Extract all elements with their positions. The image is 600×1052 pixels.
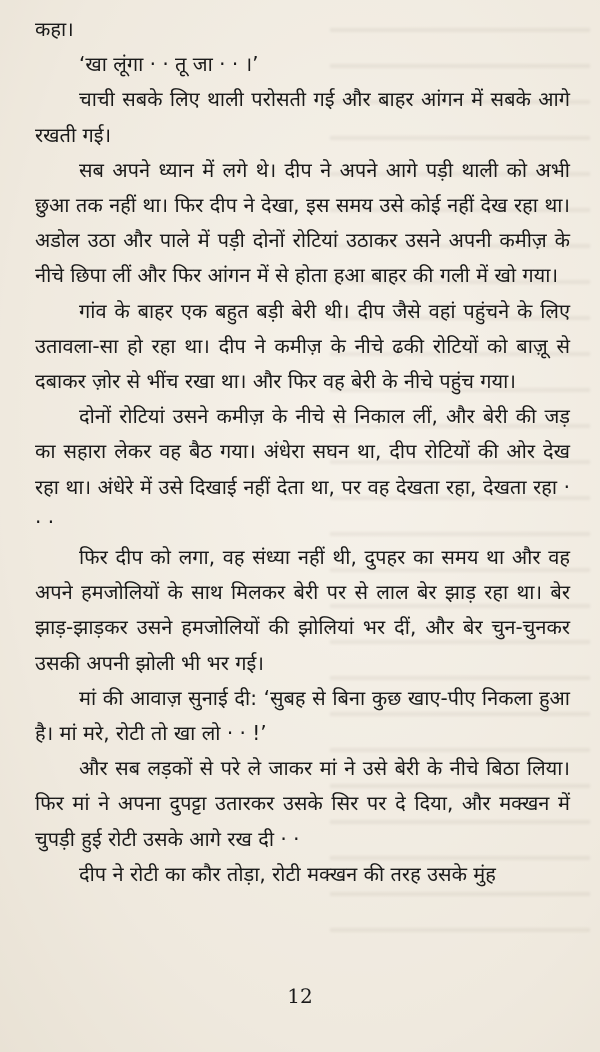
paragraph: मां की आवाज़ सुनाई दी: ‘सुबह से बिना कुछ खाए-पीए निकला हुआ है। मां मरे, रोटी तो खा लो · · !’ <box>35 685 570 746</box>
paragraph: चाची सबके लिए थाली परोसती गई और बाहर आंगन में सबके आगे रखती गई। <box>35 87 570 147</box>
paragraph: दीप ने रोटी का कौर तोड़ा, रोटी मक्खन की तरह उसके मुंह <box>79 861 496 886</box>
paragraph: दोनों रोटियां उसने कमीज़ के नीचे से निकाल लीं, और बेरी की जड़ का सहारा लेकर वह बैठ गया। अंधेरा सघन था, दीप रोटियों की ओर देख रहा था। अंधेरे में उसे दिखाई नहीं देता था, पर वह देखता रहा, देखता रहा · · · <box>35 404 570 534</box>
paragraph: और सब लड़कों से परे ले जाकर मां ने उसे बेरी के नीचे बिठा लिया। फिर मां ने अपना दुपट्टा उतारकर उसके सिर पर दे दिया, और मक्खन में चुपड़ी हुई रोटी उसके आगे रख दी · · <box>35 756 570 851</box>
paragraph: कहा। <box>35 17 74 41</box>
page-number: 12 <box>287 984 313 1008</box>
paragraph: सब अपने ध्यान में लगे थे। दीप ने अपने आगे पड़ी थाली को अभी छुआ तक नहीं था। फिर दीप ने देखा, इस समय उसे कोई नहीं देख रहा था। अडोल उठा और पाले में पड़ी दोनों रोटियां उठाकर उसने अपनी कमीज़ के नीचे छिपा लीं और फिर आंगन में से होता हआ बाहर की गली में खो गया। <box>35 157 570 288</box>
paragraph: ‘खा लूंगा · · तू जा · · ।’ <box>79 52 259 77</box>
paragraph: फिर दीप को लगा, वह संध्या नहीं थी, दुपहर का समय था और वह अपने हमजोलियों के साथ मिलकर बेरी पर से लाल बेर झाड़ रहा था। बेर झाड़-झाड़कर उसने हमजोलियों की झोलियां भर दीं, और बेर चुन-चुनकर उसकी अपनी झोली भी भर गई। <box>35 545 570 675</box>
body-text <box>35 12 570 892</box>
paragraph: गांव के बाहर एक बहुत बड़ी बेरी थी। दीप जैसे वहां पहुंचने के लिए उतावला-सा हो रहा था। दीप ने कमीज़ के नीचे ढकी रोटियों को बाज़ू से दबाकर ज़ोर से भींच रखा था। और फिर वह बेरी के नीचे पहुंच गया। <box>35 298 570 394</box>
